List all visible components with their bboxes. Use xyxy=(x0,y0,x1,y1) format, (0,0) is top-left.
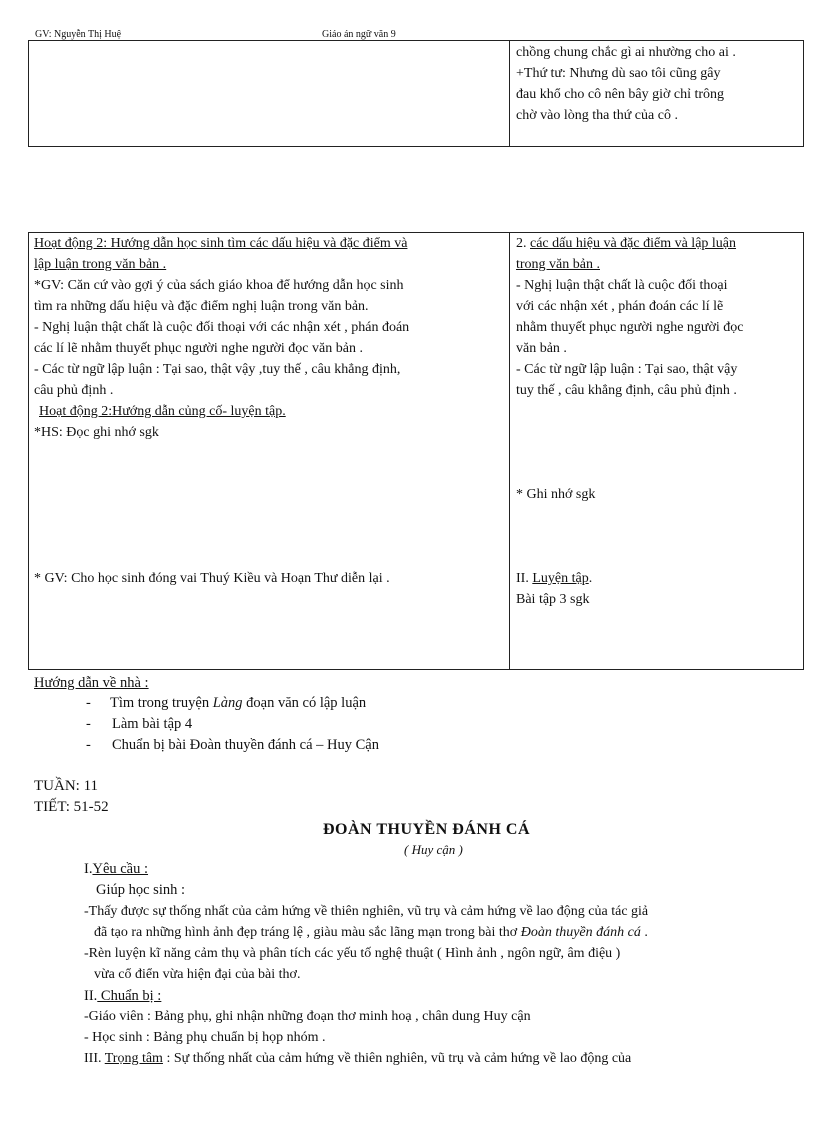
homework-emphasis: Làng xyxy=(212,695,243,711)
table1-right-line: chồng chung chắc gì ai nhường cho ai . xyxy=(516,45,736,60)
requirements-number: I. xyxy=(84,861,93,877)
gv-instruction: *GV: Căn cứ vào gợi ý của sách giáo khoa để hướng dẫn học sinh xyxy=(34,278,404,293)
argument-definition: văn bản . xyxy=(516,341,567,356)
homework-bullet: - xyxy=(86,695,91,711)
subject-name: Giáo án ngữ văn 9 xyxy=(322,29,396,40)
section2-number: 2. xyxy=(516,236,530,251)
preparation-title: Chuẩn bị : xyxy=(97,988,162,1004)
objective-text: . xyxy=(640,925,648,940)
objective-2-cont: vừa cổ điển vừa hiện đại của bài thơ. xyxy=(94,967,301,982)
objective-2: -Rèn luyện kĩ năng cảm thụ và phân tích các yếu tố nghệ thuật ( Hình ảnh , ngôn ngữ, âm điệu ) xyxy=(84,946,621,961)
section2-heading xyxy=(516,233,736,254)
practice-number: II. xyxy=(516,571,533,586)
gv-instruction: tìm ra những dấu hiệu và đặc điểm nghị luận trong văn bản. xyxy=(34,299,369,314)
focus-number: III. xyxy=(84,1051,105,1066)
table1-right-line: +Thứ tư: Nhưng dù sao tôi cũng gây xyxy=(516,66,721,81)
homework-bullet: - xyxy=(86,737,91,753)
argument-definition: - Nghị luận thật chất là cuộc đối thoại với các nhận xét , phán đoán xyxy=(34,320,410,335)
table1-right-line: chờ vào lòng tha thứ của cô . xyxy=(516,108,678,123)
focus-title: Trọng tâm xyxy=(104,1051,163,1066)
argument-definition: các lí lẽ nhằm thuyết phục người nghe người đọc văn bản . xyxy=(34,341,363,356)
practice-heading xyxy=(516,568,592,589)
exercise: Bài tập 3 sgk xyxy=(516,592,590,607)
homework-bullet: - xyxy=(86,716,91,732)
homework-item xyxy=(110,695,366,712)
argument-words: - Các từ ngữ lập luận : Tại sao, thật vậy ,tuy thế , câu khẳng định, xyxy=(34,362,401,377)
practice-title: Luyện tập xyxy=(532,571,589,586)
poem-title: Đoàn thuyền đánh cá xyxy=(520,925,641,940)
focus-text: : Sự thống nhất của cảm hứng về thiên nghiên, vũ trụ và cảm hứng về lao động của xyxy=(162,1051,632,1066)
activity2-title: lập luận trong văn bản . xyxy=(34,257,167,272)
week-label: TUẦN: 11 xyxy=(34,778,99,794)
activity2-title: Hoạt động 2: Hướng dẫn học sinh tìm các dấu hiệu và đặc điểm và xyxy=(34,236,408,251)
table-divider xyxy=(509,232,510,670)
teacher-preparation: -Giáo viên : Bảng phụ, ghi nhận những đoạn thơ minh hoạ , chân dung Huy cận xyxy=(84,1009,531,1024)
homework-text: đoạn văn có lập luận xyxy=(242,695,367,711)
argument-definition: với các nhận xét , phán đoán các lí lẽ xyxy=(516,299,724,314)
activity2b-title: Hoạt động 2:Hướng dẫn củng cố- luyện tập. xyxy=(39,404,286,419)
student-preparation: - Học sinh : Bảng phụ chuẩn bị họp nhóm . xyxy=(84,1030,326,1045)
argument-definition: nhằm thuyết phục người nghe người đọc xyxy=(516,320,744,335)
argument-words: tuy thế , câu khẳng định, câu phủ định . xyxy=(516,383,737,398)
requirements-heading xyxy=(84,861,148,878)
help-students: Giúp học sinh : xyxy=(96,882,186,898)
lesson-author: ( Huy cận ) xyxy=(404,842,463,857)
table-divider xyxy=(509,40,510,147)
homework-title: Hướng dẫn về nhà : xyxy=(34,675,149,691)
table1-right-line: đau khổ cho cô nên bây giờ chỉ trông xyxy=(516,87,725,102)
objective-text: đã tạo ra những hình ảnh đẹp tráng lệ , giàu màu sắc lãng mạn trong bài thơ xyxy=(94,925,521,940)
objective-1-cont xyxy=(94,925,648,941)
lesson-title: ĐOÀN THUYỀN ĐÁNH CÁ xyxy=(323,821,530,838)
practice-suffix: . xyxy=(588,571,593,586)
preparation-number: II. xyxy=(84,988,98,1004)
objective-1: -Thấy được sự thống nhất của cảm hứng về thiên nghiên, vũ trụ và cảm hứng về lao động của tác giả xyxy=(84,904,649,919)
argument-words: câu phủ định . xyxy=(34,383,114,398)
preparation-heading xyxy=(84,988,161,1005)
focus-line xyxy=(84,1051,631,1067)
teacher-name: GV: Nguyễn Thị Huệ xyxy=(35,29,122,40)
argument-definition: - Nghị luận thật chất là cuộc đối thoại xyxy=(516,278,728,293)
argument-words: - Các từ ngữ lập luận : Tại sao, thật vậy xyxy=(516,362,738,377)
hs-instruction: *HS: Đọc ghi nhớ sgk xyxy=(34,425,159,440)
requirements-title: Yêu cầu : xyxy=(92,861,149,877)
section2-title: trong văn bản . xyxy=(516,257,600,272)
homework-text: Tìm trong truyện xyxy=(110,695,213,711)
period-label: TIẾT: 51-52 xyxy=(34,799,109,815)
ghi-nho: * Ghi nhớ sgk xyxy=(516,487,596,502)
section2-title: các dấu hiệu và đặc điểm và lập luận xyxy=(530,236,737,251)
gv-roleplay: * GV: Cho học sinh đóng vai Thuý Kiều và Hoạn Thư diễn lại . xyxy=(34,571,390,586)
homework-item: Chuẩn bị bài Đoàn thuyền đánh cá – Huy Cận xyxy=(112,737,379,753)
homework-item: Làm bài tập 4 xyxy=(112,716,193,732)
